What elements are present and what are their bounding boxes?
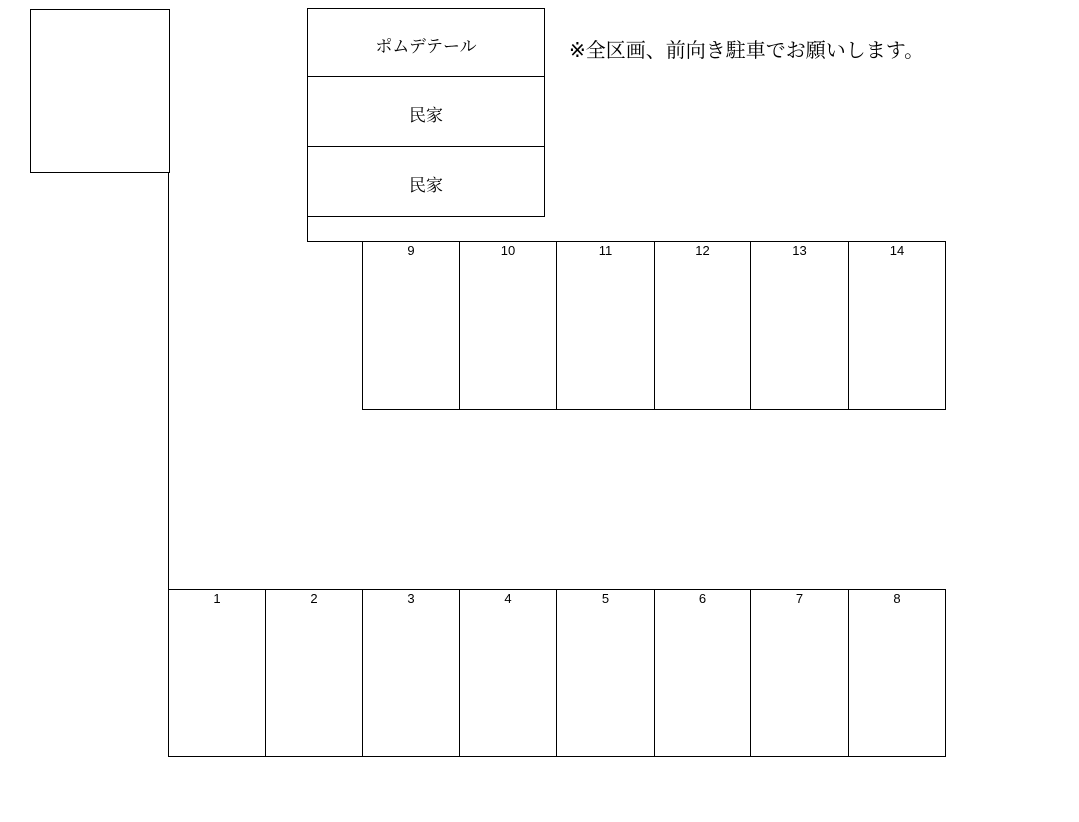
parking-stall-13 xyxy=(750,241,849,410)
parking-stall-6 xyxy=(654,589,751,757)
stall-number: 5 xyxy=(601,591,610,606)
stall-number: 6 xyxy=(698,591,707,606)
stall-number: 4 xyxy=(504,591,512,606)
stall-number: 12 xyxy=(695,243,710,258)
stall-number: 10 xyxy=(500,243,516,258)
corner-building xyxy=(30,9,170,173)
parking-stall-4 xyxy=(459,589,557,757)
lot-boundary-left xyxy=(168,172,169,590)
parking-stall-5 xyxy=(556,589,655,757)
stall-number: 9 xyxy=(407,243,415,258)
parking-stall-7 xyxy=(750,589,849,757)
parking-stall-11 xyxy=(556,241,655,410)
building-divider-1 xyxy=(307,76,545,77)
stall-number: 14 xyxy=(889,243,905,258)
building-outline-left xyxy=(307,216,308,242)
stall-number: 7 xyxy=(795,591,804,606)
stall-number: 1 xyxy=(213,591,221,606)
parking-stall-1 xyxy=(168,589,266,757)
building-label-house-1: 民家 xyxy=(409,106,443,126)
stall-number: 3 xyxy=(407,591,415,606)
parking-note: ※全区画、前向き駐車でお願いします。 xyxy=(569,38,925,62)
stall-number: 11 xyxy=(598,243,613,258)
stall-number: 2 xyxy=(310,591,318,606)
building-label-house-2: 民家 xyxy=(409,176,443,196)
parking-stall-8 xyxy=(848,589,946,757)
building-divider-2 xyxy=(307,146,545,147)
parking-stall-9 xyxy=(362,241,460,410)
building-label-store: ポムデテール xyxy=(375,37,477,57)
parking-stall-3 xyxy=(362,589,460,757)
building-outline-bottom xyxy=(307,241,363,242)
stall-number: 13 xyxy=(792,243,807,258)
parking-stall-14 xyxy=(848,241,946,410)
parking-stall-2 xyxy=(265,589,363,757)
stall-number: 8 xyxy=(893,591,901,606)
parking-stall-10 xyxy=(459,241,557,410)
parking-stall-12 xyxy=(654,241,751,410)
